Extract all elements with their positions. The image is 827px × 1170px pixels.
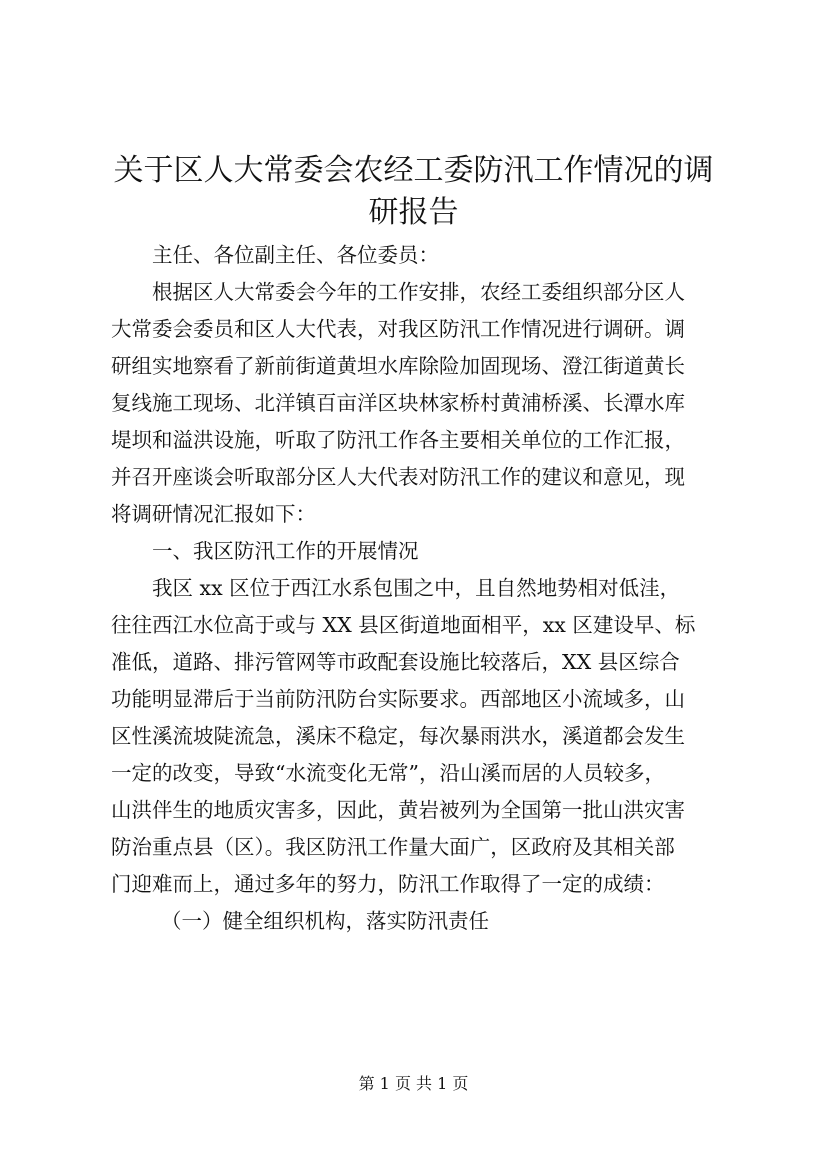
paragraph-line: 我区 xx 区位于西江水系包围之中，且自然地势相对低洼， (152, 576, 681, 600)
document-title-line-2: 研报告 (368, 195, 459, 230)
paragraph-line: 复线施工现场、北洋镇百亩洋区块林家桥村黄浦桥溪、长潭水库 (111, 391, 685, 415)
subsection-heading: （一）健全组织机构，落实防汛责任 (161, 909, 489, 933)
document-body (111, 237, 723, 940)
document-title-line-1: 关于区人大常委会农经工委防汛工作情况的调 (113, 153, 714, 188)
paragraph-line: 大常委会委员和区人大代表，对我区防汛工作情况进行调研。调 (111, 317, 685, 341)
section-heading: 一、我区防汛工作的开展情况 (152, 539, 419, 563)
paragraph-line: 并召开座谈会听取部分区人大代表对防汛工作的建议和意见，现 (111, 465, 685, 489)
paragraph-line: 堤坝和溢洪设施，听取了防汛工作各主要相关单位的工作汇报， (111, 428, 685, 452)
paragraph-line: 功能明显滞后于当前防汛防台实际要求。西部地区小流域多，山 (111, 687, 685, 711)
paragraph-line: 往往西江水位高于或与 XX 县区街道地面相平，xx 区建设早、标 (111, 613, 696, 637)
paragraph-line: 山洪伴生的地质灾害多，因此，黄岩被列为全国第一批山洪灾害 (111, 798, 685, 822)
paragraph-line: 一定的改变，导致“水流变化无常”，沿山溪而居的人员较多， (111, 761, 665, 785)
paragraph-line: 根据区人大常委会今年的工作安排，农经工委组织部分区人 (152, 280, 685, 304)
paragraph-line: 区性溪流坡陡流急，溪床不稳定，每次暴雨洪水，溪道都会发生 (111, 724, 685, 748)
paragraph-line: 研组实地察看了新前街道黄坦水库除险加固现场、澄江街道黄长 (111, 354, 685, 378)
paragraph-line: 防治重点县（区）。我区防汛工作量大面广，区政府及其相关部 (111, 835, 675, 859)
salutation: 主任、各位副主任、各位委员： (152, 243, 439, 267)
page-footer: 第 1 页 共 1 页 (358, 1074, 469, 1093)
paragraph-line: 门迎难而上，通过多年的努力，防汛工作取得了一定的成绩： (111, 872, 665, 896)
paragraph-line: 将调研情况汇报如下： (111, 502, 316, 526)
paragraph-line: 准低，道路、排污管网等市政配套设施比较落后，XX 县区综合 (111, 650, 680, 674)
